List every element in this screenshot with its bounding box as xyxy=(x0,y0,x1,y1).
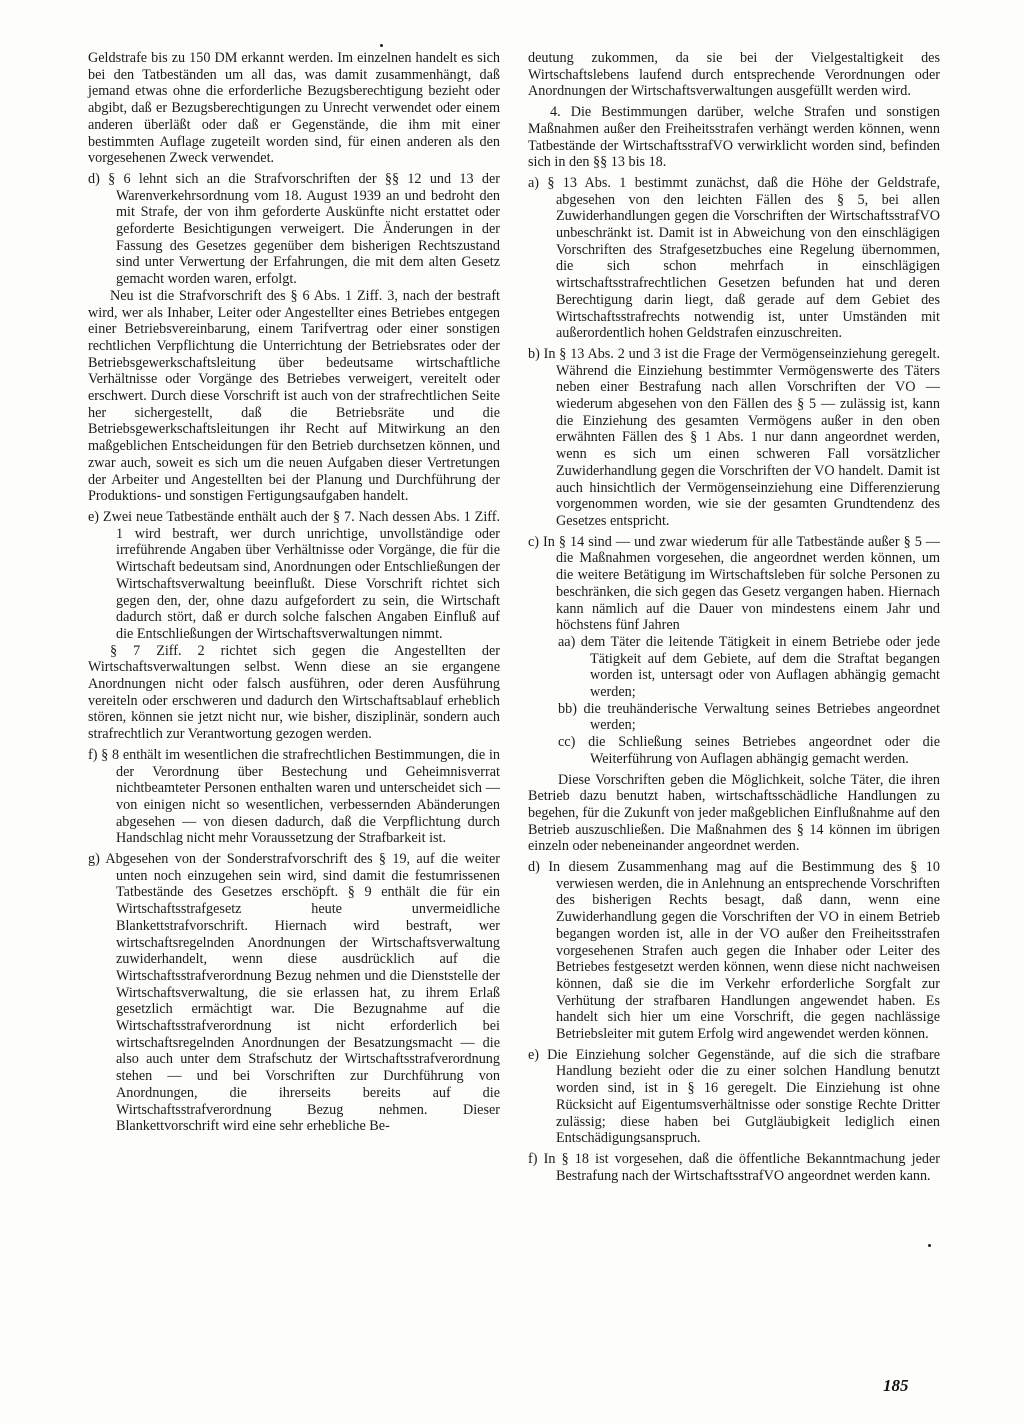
section-4-paragraph: 4. Die Bestimmungen darüber, welche Strafen und sonstigen Maßnahmen außer den Freiheitsstrafen verhängt werden können, wenn Tatbestände der WirtschaftsstrafVO verwirklicht worden sind, befinden sich in den §§ 13 bis 18. xyxy=(528,104,940,171)
sub-item-bb: bb) die treuhänderische Verwaltung seines Betriebes angeordnet werden; xyxy=(558,700,940,734)
list-item-e: e) Zwei neue Tatbestände enthält auch der § 7. Nach dessen Abs. 1 Ziff. 1 wird bestraft, wer durch unrichtige, unvollständige oder irreführende Angaben über Verhältnisse oder Vorgänge, die für die Wirtschaft bedeutsam sind, Anordnungen oder Entschließungen der Wirtschaftsverwaltung beeinflußt. Diese Vorschrift richtet sich gegen den, der, ohne dazu aufgefordert zu sein, die Wirtschaft dadurch stört, daß er durch solche falschen Angaben Einfluß auf die Entschließungen der Wirtschaftsverwaltungen nimmt. xyxy=(88,508,500,642)
print-speck xyxy=(928,1244,931,1247)
page-number: 185 xyxy=(883,1376,909,1395)
sub-item-cc: cc) die Schließung seines Betriebes angeordnet oder die Weiterführung von Auflagen abhängig gemacht werden. xyxy=(558,734,940,767)
list-item-g: g) Abgesehen von der Sonderstrafvorschrift des § 19, auf die weiter unten noch einzugehen sein wird, sind damit die festumrissenen Tatbestände des Gesetzes erschöpft. § 9 enthält die für ein Wirtschaftsstrafgesetz heute unvermeidliche Blankettstrafvorschrift. Hiernach wird bestraft, wer wirtschaftsregelnden Anordnungen der Wirtschaftsverwaltung zuwiderhandelt, wenn diese ausdrücklich auf die Wirtschaftsstrafverordnung Bezug nehmen und die Dienststelle der Wirtschaftsverwaltung, die sie erlassen hat, zu ihrem Erlaß gesetzlich ermächtigt war. Die Bezugnahme auf die Wirtschaftsstrafverordnung ist nicht erforderlich bei wirtschaftsregelnden Anordnungen der Besatzungsmacht — die also auch unter dem Strafschutz der Wirtschaftsstrafverordnung stehen — und bei Vorschriften zur Durchführung von Anordnungen, die ihrerseits bereits auf die Wirtschaftsstrafverordnung Bezug nehmen. Dieser Blankettvorschrift wird eine sehr erhebliche Be- xyxy=(88,851,500,1135)
list-item-e: e) Die Einziehung solcher Gegenstände, auf die sich die strafbare Handlung bezieht oder die zu einer solchen Handlung benutzt worden sind, ist in § 16 geregelt. Die Einziehung ist ohne Rücksicht auf Eigentumsverhältnisse oder sonstige Rechte Dritter zulässig; diese haben bei Gutgläubigkeit lediglich einen Entschädigungsanspruch. xyxy=(528,1046,940,1147)
paragraph: deutung zukommen, da sie bei der Vielgestaltigkeit des Wirtschaftslebens laufend durch entsprechende Verordnungen oder Anordnungen der Wirtschaftsverwaltungen ausgefüllt werden wird. xyxy=(528,50,940,100)
paragraph: Neu ist die Strafvorschrift des § 6 Abs. 1 Ziff. 3, nach der bestraft wird, wer als Inhaber, Leiter oder Angestellter eines Betriebes entgegen einer Betriebsvereinbarung, einem Tarifvertrag oder einer sonstigen rechtlichen Verpflichtung die Unterrichtung der Betriebsrates oder der Betriebsgewerkschaftsleitung über bedeutsame wirtschaftliche Verhältnisse oder Vorgänge des Betriebes verweigert, vereitelt oder erschwert. Durch diese Vorschrift ist auch von der strafrechtlichen Seite her sichergestellt, daß die Betriebsräte und die Betriebsgewerkschaftsleitungen ihr Recht auf Mitwirkung an den maßgeblichen Entscheidungen für den Betrieb durchsetzen können, und zwar auch, soweit es sich um die neuen Aufgaben dieser Vertretungen der Arbeiter und Angestellten bei der Planung und Durchführung der Produktions- und sonstigen Fertigungsaufgaben handelt. xyxy=(88,287,500,505)
print-speck xyxy=(380,44,383,47)
paragraph: Geldstrafe bis zu 150 DM erkannt werden. Im einzelnen handelt es sich bei den Tatbeständen um all das, was damit zusammenhängt, daß jemand etwas ohne die erforderliche Bezugsberechtigung bezieht oder abgibt, daß er Bezugsberechtigungen zu Unrecht verwendet oder einem anderen überläßt oder daß er Gegenstände, die ihm mit einer bestimmten Auflage zugeteilt worden sind, für einen anderen als den vorgesehenen Zweck verwendet. xyxy=(88,50,500,167)
list-item-d: d) § 6 lehnt sich an die Strafvorschriften der §§ 12 und 13 der Warenverkehrsordnung vom 18. August 1939 an und bedroht den mit Strafe, der von ihm geforderte Auskünfte nicht erstattet oder geforderte Besichtigungen verweigert. Die Änderungen in der Fassung des Gesetzes gegenüber dem bisherigen Rechtszustand sind unter Verwertung der Erfahrungen, die mit dem alten Gesetz gemacht worden waren, erfolgt. xyxy=(88,170,500,288)
list-item-b: b) In § 13 Abs. 2 und 3 ist die Frage der Vermögenseinziehung geregelt. Während die Einziehung bestimmter Vermögenswerte des Täters neben einer Bestrafung nach allen Vorschriften der VO — wiederum abgesehen von den Fällen des § 5 — zulässig ist, kann die Einziehung des gesamten Vermögens außer in den oben erwähnten Fällen des § 1 Abs. 1 nur dann angeordnet werden, wenn es sich um einen schweren Fall vorsätzlicher Zuwiderhandlung gegen die Vorschriften der VO handelt. Damit ist auch hinsichtlich der Vermögenseinziehung eine Differenzierung vorgenommen worden, wie sie der gesamten Grundtendenz des Gesetzes entspricht. xyxy=(528,345,940,529)
list-item-d: d) In diesem Zusammenhang mag auf die Bestimmung des § 10 verwiesen werden, die in Anlehnung an entsprechende Vorschriften des bisherigen Rechts besagt, daß dann, wenn eine Zuwiderhandlung gegen die Vorschriften der VO in einem Betrieb begangen worden ist, alle in der VO außer den Freiheitsstrafen vorgesehenen Strafen auch gegen die Inhaber oder Leiter des Betriebes festgesetzt werden können, wenn diese nicht nachweisen können, daß sie die im Verkehr erforderliche Sorgfalt zur Verhütung der strafbaren Handlungen angewendet haben. Es handelt sich hier um eine Vorschrift, die gegen nachlässige Betriebsleiter mit gutem Erfolg wird angewendet werden können. xyxy=(528,859,940,1043)
paragraph: § 7 Ziff. 2 richtet sich gegen die Angestellten der Wirtschaftsverwaltungen selbst. Wenn diese an sie ergangene Anordnungen nicht oder falsch ausführen, oder deren Ausführung vereiteln oder erschweren und dadurch den Wirtschaftsablauf erheblich stören, können sie jetzt nicht nur, wie bisher, disziplinär, sondern auch strafrechtlich zur Verantwortung gezogen werden. xyxy=(88,642,500,743)
list-item-c: c) In § 14 sind — und zwar wiederum für alle Tatbestände außer § 5 — die Maßnahmen vorgesehen, die angeordnet werden können, um die weitere Betätigung im Wirtschaftsleben für solche Personen zu beschränken, die sich gegen das Gesetz vergangen haben. Hiernach kann nämlich auf die Dauer von mindestens einem Jahr und höchstens fünf Jahren xyxy=(528,533,940,634)
left-column xyxy=(88,50,500,1135)
paragraph: Diese Vorschriften geben die Möglichkeit, solche Täter, die ihren Betrieb dazu benutzt haben, wirtschaftsschädliche Handlungen zu begehen, für die Zukunft von jeder maßgeblichen Einflußnahme auf den Betrieb auszuschließen. Die Maßnahmen des § 14 können im übrigen einzeln oder nebeneinander angeordnet werden. xyxy=(528,771,940,855)
right-column xyxy=(528,50,940,1184)
list-item-f: f) § 8 enthält im wesentlichen die strafrechtlichen Bestimmungen, die in der Verordnung über Bestechung und Geheimnisverrat nichtbeamteter Personen enthalten waren und unterscheidet sich — von einigen nicht so wesentlichen, verbessernden Abänderungen abgesehen — von diesen dadurch, daß die Verpflichtung durch Handschlag nicht mehr Voraussetzung der Strafbarkeit ist. xyxy=(88,746,500,847)
list-item-a: a) § 13 Abs. 1 bestimmt zunächst, daß die Höhe der Geldstrafe, abgesehen von den leichten Fällen des § 5, bei allen Zuwiderhandlungen gegen die Vorschriften der WirtschaftsstrafVO unbeschränkt ist. Damit ist in Abweichung von den einschlägigen Vorschriften des Strafgesetzbuches eine Regelung übernommen, die sich schon mehrfach in einschlägigen wirtschaftsstrafrechtlichen Gesetzen befunden hat und deren Berechtigung darin liegt, daß gerade auf dem Gebiet des Wirtschaftsstrafrechts notwendig ist, unter Umständen mit außerordentlich hohen Geldstrafen einzuschreiten. xyxy=(528,174,940,342)
sub-item-aa: aa) dem Täter die leitende Tätigkeit in einem Betriebe oder jede Tätigkeit auf dem Gebiete, auf dem die Straftat begangen worden ist, untersagt oder von Auflagen abhängig gemacht werden; xyxy=(558,633,940,701)
list-item-f: f) In § 18 ist vorgesehen, daß die öffentliche Bekanntmachung jeder Bestrafung nach der WirtschaftsstrafVO angeordnet werden kann. xyxy=(528,1151,940,1184)
